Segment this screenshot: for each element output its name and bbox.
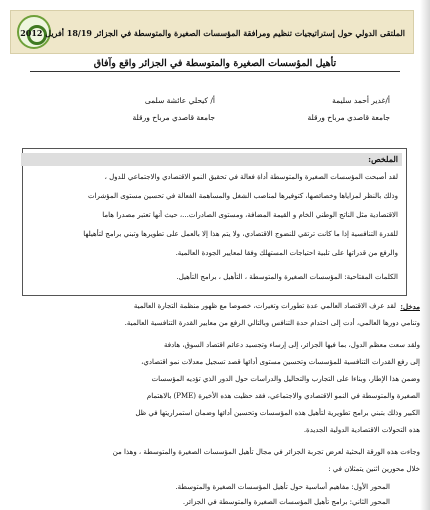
summary-heading: الملخص: [21,153,402,166]
paragraph-line: الكبير وذلك بتبني برامج تطويرية لتأهيل هذه المؤسسات وتحسين أدائها وضمان استمراريتها في ظل [135,409,420,417]
intro-label: مدخل: [400,302,420,311]
axis-1-line: المحور الأول: مفاهيم أساسية حول تأهيل المؤسسات الصغيرة والمتوسطة. [175,483,390,491]
summary-line: لقد أصبحت المؤسسات الصغيرة والمتوسطة أداة فعالة في تحقيق النمو الاقتصادي والاجتماعي للدول ، [104,173,398,181]
keywords-line: الكلمات المفتاحية: المؤسسات الصغيرة والمتوسطة ، التأهيل ، برامج التأهيل. [176,273,398,281]
conference-header [10,10,414,54]
paragraph2-line: خلال محورين اثنين يتمثلان في : [328,465,420,473]
summary-line: للقدرة التنافسية إذا ما كانت ترتقي للنضوج الاقتصادي، ولا يتم هذا إلا بالعمل على تطويرها وتبني برامج لتأهيلها [83,230,398,238]
paragraph-line: إلى رفع القدرات التنافسية للمؤسسات وتحسين مستوى أدائها قصد تسجيل معدلات نمو اقتصادي، [141,358,420,366]
summary-line: الاقتصادية مثل الناتج الوطني الخام و القيمة المضافة، ومستوى الصادرات...، حيث أنها تعتبر مصدرا هاما [102,211,398,219]
author-name-2: أ/ كيحلي عائشة سلمى [144,96,215,105]
summary-line: والرفع من قدراتها على تلبية احتياجات المستهلك وفقا لمعايير الجودة العالمية. [175,249,398,257]
axis-2-line: المحور الثاني: برامج تأهيل المؤسسات الصغيرة والمتوسطة في الجزائر. [182,498,390,506]
paragraph-line: هذه التحولات الاقتصادية الدولية الجديدة. [303,426,420,434]
page-shadow [420,0,430,510]
paragraph-line: وضمن هذا الإطار، وبناءا على التجارب والتحاليل والدراسات حول الدور الذي تؤديه المؤسسات [151,375,420,383]
paragraph-line: الصغيرة والمتوسطة في النمو الاقتصادي والاجتماعي، فقد حظيت هذه الأخيرة (PME) بالاهتمام [146,392,420,400]
conference-title: الملتقى الدولي حول إستراتيجيات تنظيم ومرافقة المؤسسات الصغيرة والمتوسطة في الجزائر 18/19 أفريل 2012 [20,28,405,38]
summary-line: وذلك بالنظر لمزاياها وخصائصها، كتوفيرها لمناصب الشغل والمساهمة الفعالة في تحسين مستوى المؤشرات [88,192,398,200]
author-affiliation-1: جامعة قاصدي مرباح ورقلة [307,113,390,122]
author-name-1: أ/غدير أحمد سليمة [332,96,390,105]
author-affiliation-2: جامعة قاصدي مرباح ورقلة [132,113,215,122]
intro-line: وتنامي دورها العالمي، أدت إلى احتدام حدة التنافس وبالتالي الرفع من معايير القدرة التنافسية العالمية. [124,319,420,327]
summary-box [22,148,407,296]
intro-line: لقد عرف الاقتصاد العالمي عدة تطورات وتغيرات، خصوصا مع ظهور منظمة التجارة العالمية [133,302,396,310]
paper-title: تأهيل المؤسسات الصغيرة والمتوسطة في الجزائر واقع وآفاق [30,58,400,72]
paragraph2-line: وجاءت هذه الورقة البحثية لعرض تجربة الجزائر في مجال تأهيل المؤسسات الصغيرة والمتوسطة ، وهذا من [112,448,420,456]
paragraph-line: ولقد سعت معظم الدول، بما فيها الجزائر، إلى إرساء وتجسيد دعائم اقتصاد السوق، هادفة [163,341,420,349]
